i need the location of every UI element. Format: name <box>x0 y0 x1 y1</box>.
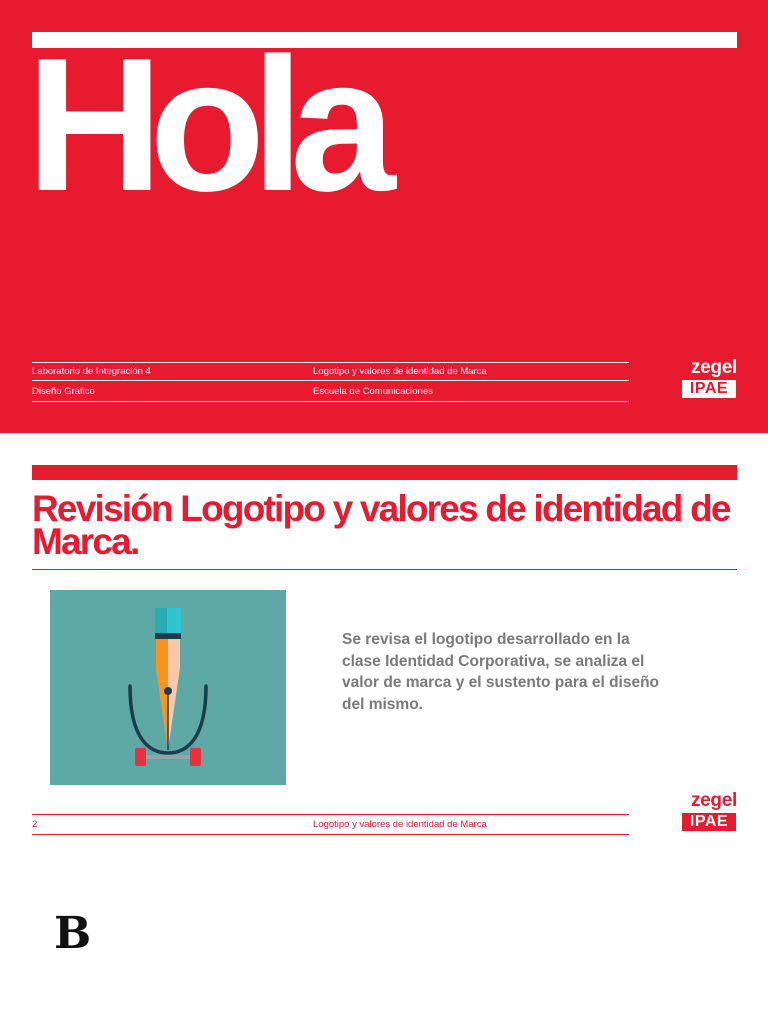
logo-ipae-text: IPAE <box>682 380 736 398</box>
slide-2-top-bar <box>32 465 737 480</box>
divider-line <box>32 362 629 363</box>
divider-line <box>32 380 629 381</box>
program-label: Diseño Gráfico <box>32 386 95 397</box>
school-label: Escuela de Comunicaciones <box>313 386 433 397</box>
slide-2-body-text: Se revisa el logotipo desarrollado en la clase Identidad Corporativa, se analiza el valor de marca y el sustento para el diseño del mismo. <box>342 631 660 713</box>
course-label: Laboratorio de Integración 4 <box>32 366 151 377</box>
corner-b-mark: B <box>54 908 92 959</box>
title-underline <box>32 569 737 570</box>
logo-zegel-text: zegel <box>690 357 737 378</box>
slide-1-title: Hola <box>26 19 382 231</box>
logo-ipae-text: IPAE <box>682 813 736 831</box>
slide-2-title: Revisión Logotipo y valores de identidad de Marca. <box>32 488 730 562</box>
divider-line <box>32 401 629 402</box>
footer-divider <box>32 834 629 835</box>
pen-nib-illustration <box>50 590 286 785</box>
logo-zegel-text: zegel <box>690 790 737 811</box>
footer-topic: Logotipo y valores de identidad de Marca <box>313 819 487 830</box>
zegel-ipae-logo <box>681 358 737 398</box>
slide-1 <box>0 0 768 433</box>
zegel-ipae-logo <box>681 791 737 831</box>
topic-label: Logotipo y valores de identidad de Marca <box>313 366 487 377</box>
footer-divider <box>32 814 629 815</box>
pen-nib-icon <box>50 590 286 785</box>
page-number: 2 <box>32 819 38 830</box>
